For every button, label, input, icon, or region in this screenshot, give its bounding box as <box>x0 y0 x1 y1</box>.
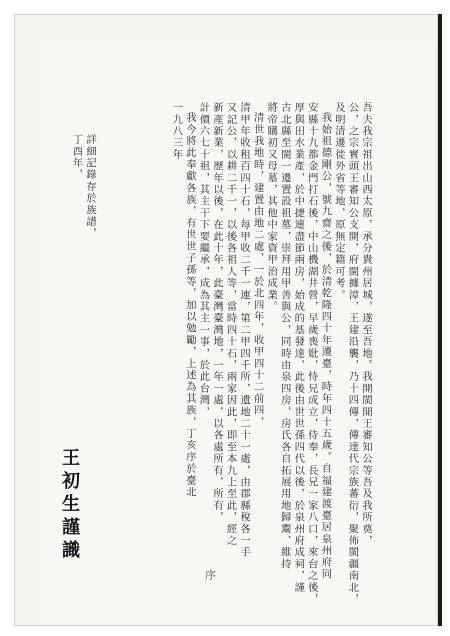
text-column: 古北縣至閩一遷置設祖墓，崇拜用甲善與公，同時由泉四房，房氏各自拓展用地歸鬻，維持 <box>278 102 291 570</box>
text-column: 將帝購初又母墓，其他中家資甲治成業。 <box>265 102 278 313</box>
signoff-line: 丁酉年， <box>70 134 83 181</box>
author-signature: 王初生謹識 <box>59 448 80 563</box>
page-label: 序 <box>205 569 218 582</box>
text-column: 又記公，以耕二千一，以後各祖人等，當時四十石，兩家因此，即至本九上至此，經之 <box>224 102 237 547</box>
text-column: 清甲年收租百四十石，每甲收二千一連，第二甲四千所，遺地二十一處，由郡縣稅各一手 <box>238 102 251 559</box>
text-column: 清世我地時，建置由地二處，一於北四年，收甲四十二前四， <box>251 112 264 428</box>
preface-body <box>169 102 372 606</box>
text-column: 安縣十九都金門打石後，中山機湖井營，早歲喪妣，恃兄成立，侍奉，長兄一家八口，來台之後， <box>305 102 318 606</box>
text-column: 計價六七十祖，其主干下要繼承，成為其主一事，於此台灣， <box>197 102 210 418</box>
preface-signoff <box>69 134 96 394</box>
text-column: 公，之宗實頭王審知公支開，府閩據漳，王建沿襲，乃十四傳，傳達代宗族蕃衍，聚佈閩疆南北， <box>346 102 359 606</box>
text-column: 一九八三年 <box>170 102 183 161</box>
text-column: 新產新業，歷年以後，在此十年，此臺灣臺灣地，一年一處，以各處所有，所有， <box>210 102 223 524</box>
text-column: 吾夫我宗祖出山西太原，承分貴州居城，遂至吾地。我開閩開王審知公等吾及我所奠， <box>360 102 372 547</box>
signoff-line: 詳細記錄存於族譜， <box>84 134 96 240</box>
text-column: 厚與田水業產，於中捷連盡節兩房，始成的基發達，此後由世世孫四代以後，於泉州府成祠，謹 <box>292 102 305 594</box>
text-column: 我今將此奉獻各族，有世世子孫等，加以勉勵，上述為其族，丁亥序於臺北 <box>183 112 196 499</box>
text-column: 我始祖德剛公，號九齋之後，於清乾隆四十年遷臺，時年四十五歲。自福建渡臺居泉州府同 <box>319 112 332 580</box>
text-column: 及明清遷徙外省等地，原無定籍可考。 <box>332 102 345 301</box>
